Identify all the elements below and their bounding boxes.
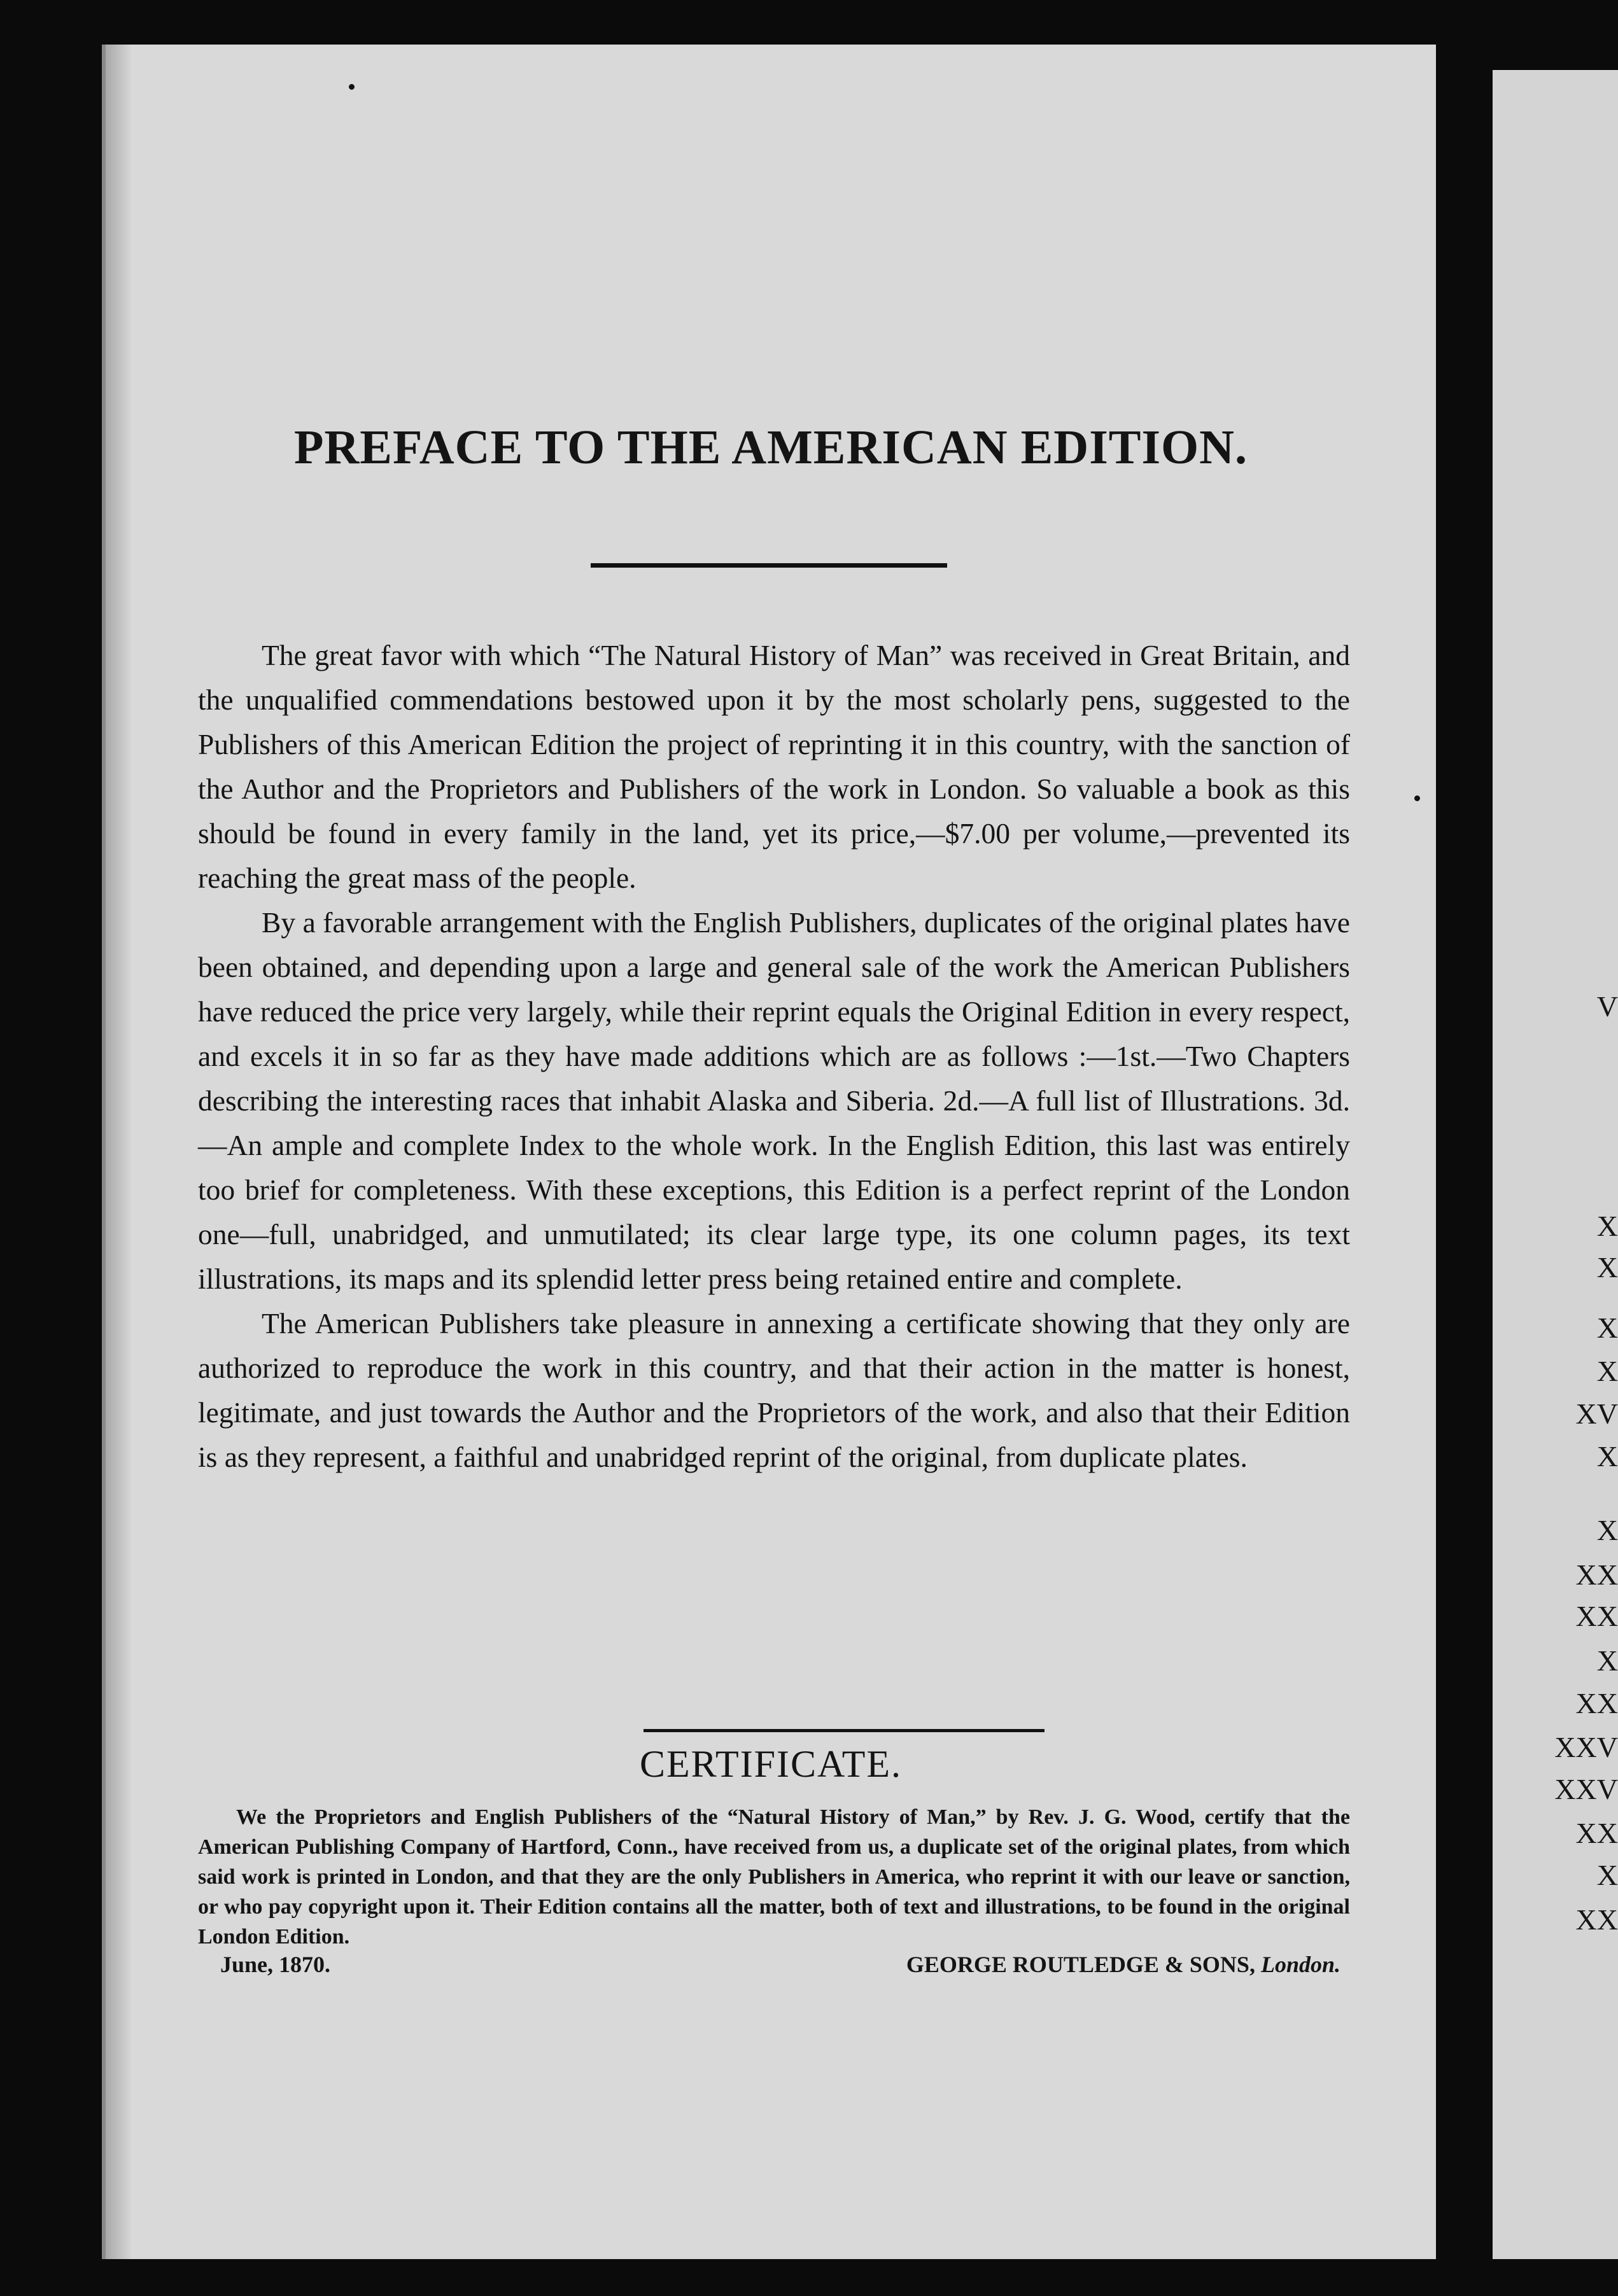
facing-page-numeral: XXV bbox=[1554, 1773, 1618, 1805]
certificate-date: June, 1870. bbox=[220, 1952, 331, 1977]
facing-page-numeral: X bbox=[1596, 1210, 1618, 1242]
print-speck bbox=[349, 84, 355, 90]
preface-paragraph-2: By a favorable arrangement with the English Publishers, duplicates of the original plates have been obtained, and depending upon a large and general sale of the work the American Publishers have reduced the price very largely, while their reprint equals the Original Edition in every respect, and excels it in so far as they have made additions which are as follows :—1st.—Two Chapters describing the interesting races that inhabit Alaska and Siberia. 2d.—A full list of Illustrations. 3d.—An ample and complete Index to the whole work. In the English Edition, this last was entirely too brief for completeness. With these exceptions, this Edition is a perfect reprint of the London one—full, unabridged, and unmutilated; its clear large type, its one column pages, its text illustrations, its maps and its splendid letter press being retained entire and complete. bbox=[198, 906, 1350, 1295]
facing-page-numeral: XXV bbox=[1554, 1731, 1618, 1763]
facing-page-numeral: XV bbox=[1575, 1397, 1618, 1430]
facing-page-numeral: X bbox=[1596, 1251, 1618, 1284]
preface-body bbox=[198, 633, 1350, 1480]
facing-page-numeral: XX bbox=[1575, 1600, 1618, 1632]
page-title: PREFACE TO THE AMERICAN EDITION. bbox=[293, 421, 1248, 474]
certificate-body bbox=[198, 1802, 1350, 1952]
facing-page-numeral: X bbox=[1596, 1514, 1618, 1546]
facing-page-numeral: X bbox=[1596, 1859, 1618, 1891]
facing-page-fragment bbox=[1493, 70, 1618, 2259]
certificate-text: We the Proprietors and English Publishers of the “Natural History of Man,” by Rev. J. G. Wood, certify that the American Publishing Company of Hartford, Conn., have received from us, a duplicate set of the original plates, from which said work is printed in London, and that they are the only Publishers in America, who reprint it with our leave or sanction, or who pay copyright upon it. Their Edition contains all the matter, both of text and illustrations, to be found in the original London Edition. bbox=[198, 1805, 1350, 1949]
facing-page-numeral: XX bbox=[1575, 1558, 1618, 1591]
preface-paragraph-3: The American Publishers take pleasure in annexing a certificate showing that they only are authorized to reproduce the work in this country, and that their action in the matter is honest, legitimate, and just towards the Author and the Proprietors of the work, and also that their Edition is as they represent, a faithful and unabridged reprint of the original, from duplicate plates. bbox=[198, 1307, 1350, 1473]
facing-page-numeral: XX bbox=[1575, 1817, 1618, 1849]
signatory-place: London. bbox=[1260, 1952, 1340, 1977]
facing-page-numeral: V bbox=[1596, 990, 1618, 1023]
facing-page-numeral: X bbox=[1596, 1440, 1618, 1473]
section-rule bbox=[644, 1729, 1045, 1732]
certificate-title: CERTIFICATE. bbox=[639, 1743, 903, 1785]
facing-page-numeral: X bbox=[1596, 1644, 1618, 1677]
facing-page-numeral: X bbox=[1596, 1312, 1618, 1344]
facing-page-numeral: X bbox=[1596, 1355, 1618, 1387]
facing-page-numeral: XX bbox=[1575, 1687, 1618, 1719]
page-gutter-shadow bbox=[106, 45, 131, 2259]
signatory-name: GEORGE ROUTLEDGE & SONS, bbox=[906, 1952, 1255, 1977]
facing-page-numeral: XX bbox=[1575, 1903, 1618, 1936]
preface-paragraph-1: The great favor with which “The Natural History of Man” was received in Great Britain, and the unqualified commendations bestowed upon it by the most scholarly pens, suggested to the Publishers of this American Edition the project of reprinting it in this country, with the sanction of the Author and the Proprietors and Publishers of the work in London. So valuable a book as this should be found in every family in the land, yet its price,—$7.00 per volume,—prevented its reaching the great mass of the people. bbox=[198, 639, 1350, 894]
title-rule bbox=[591, 563, 947, 568]
book-page bbox=[102, 45, 1436, 2259]
print-speck bbox=[1414, 795, 1420, 801]
certificate-signatory bbox=[906, 1951, 1340, 1978]
page-divider bbox=[1436, 57, 1481, 2246]
